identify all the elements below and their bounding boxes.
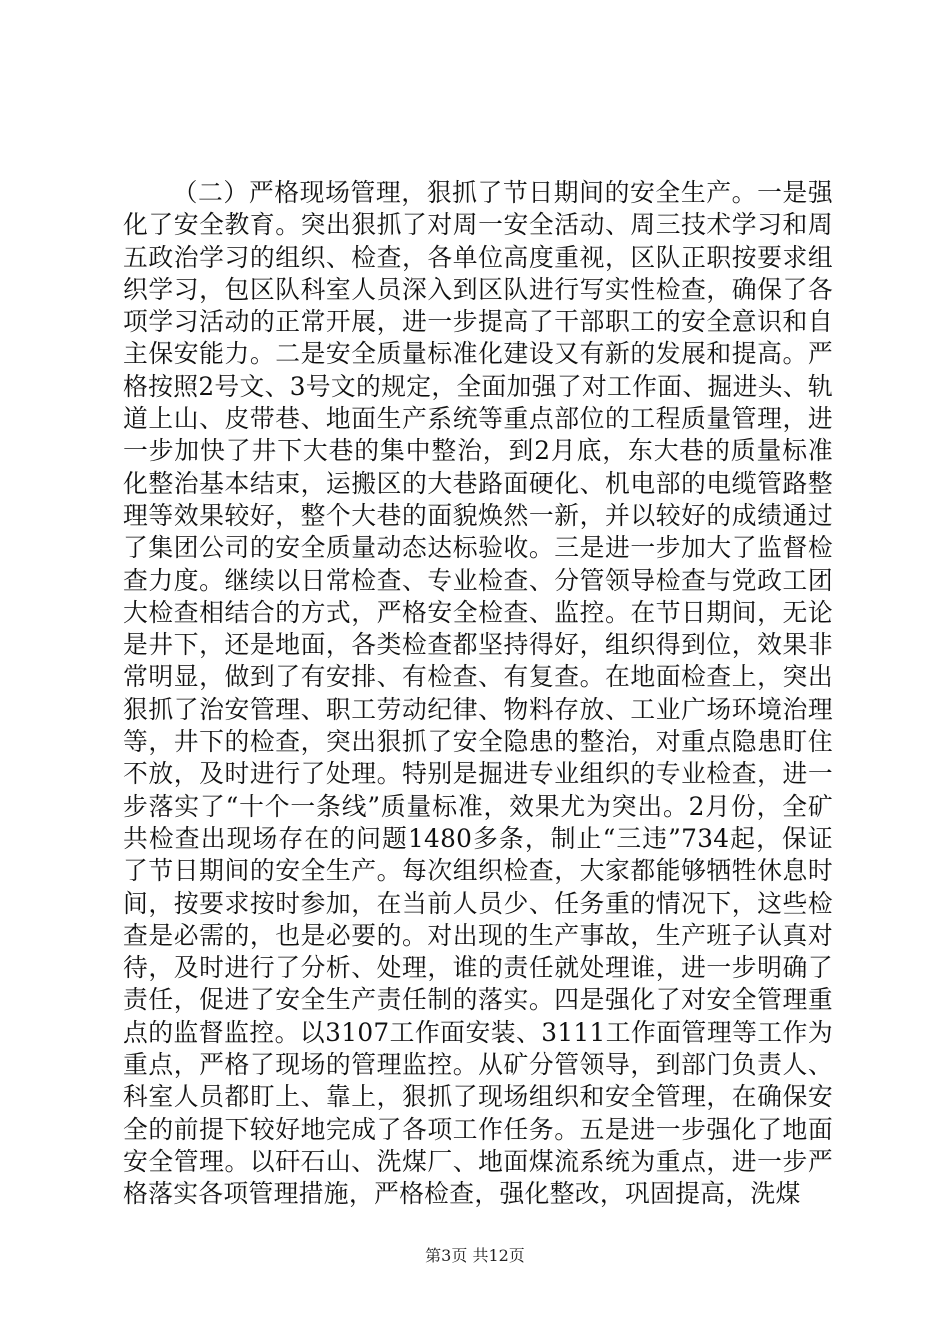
page-footer: 第3页 共12页 [425, 1246, 525, 1265]
body-paragraph: （二）严格现场管理，狠抓了节日期间的安全生产。一是强化了安全教育。突出狠抓了对周一安全活动、周三技术学习和周五政治学习的组织、检查，各单位高度重视，区队正职按要求组织学习，包区队科室人员深入到区队进行写实性检查，确保了各项学习活动的正常开展，进一步提高了干部职工的安全意识和自主保安能力。二是安全质量标准化建设又有新的发展和提高。严格按照2号文、3号文的规定，全面加强了对工作面、掘进头、轨道上山、皮带巷、地面生产系统等重点部位的工程质量管理，进一步加快了井下大巷的集中整治，到2月底，东大巷的质量标准化整治基本结束，运搬区的大巷路面硬化、机电部的电缆管路整理等效果较好，整个大巷的面貌焕然一新，并以较好的成绩通过了集团公司的安全质量动态达标验收。三是进一步加大了监督检查力度。继续以日常检查、专业检查、分管领导检查与党政工团大检查相结合的方式，严格安全检查、监控。在节日期间，无论是井下，还是地面，各类检查都坚持得好，组织得到位，效果非常明显，做到了有安排、有检查、有复查。在地面检查上，突出狠抓了治安管理、职工劳动纪律、物料存放、工业广场环境治理等，井下的检查，突出狠抓了安全隐患的整治，对重点隐患盯住不放，及时进行了处理。特别是掘进专业组织的专业检查，进一步落实了“十个一条线”质量标准，效果尤为突出。2月份，全矿共检查出现场存在的问题1480多条，制止“三违”734起，保证了节日期间的安全生产。每次组织检查，大家都能够牺牲休息时间，按要求按时参加，在当前人员少、任务重的情况下，这些检查是必需的，也是必要的。对出现的生产事故，生产班子认真对待，及时进行了分析、处理，谁的责任就处理谁，进一步明确了责任，促进了安全生产责任制的落实。四是强化了对安全管理重点的监督监控。以3107工作面安装、3111工作面管理等工作为重点，严格了现场的管理监控。从矿分管领导，到部门负责人、科室人员都盯上、靠上，狠抓了现场组织和安全管理，在确保安全的前提下较好地完成了各项工作任务。五是进一步强化了地面安全管理。以矸石山、洗煤厂、地面煤流系统为重点，进一步严格落实各项管理措施，严格检查，强化整改，巩固提高，洗煤 [123, 178, 833, 1209]
